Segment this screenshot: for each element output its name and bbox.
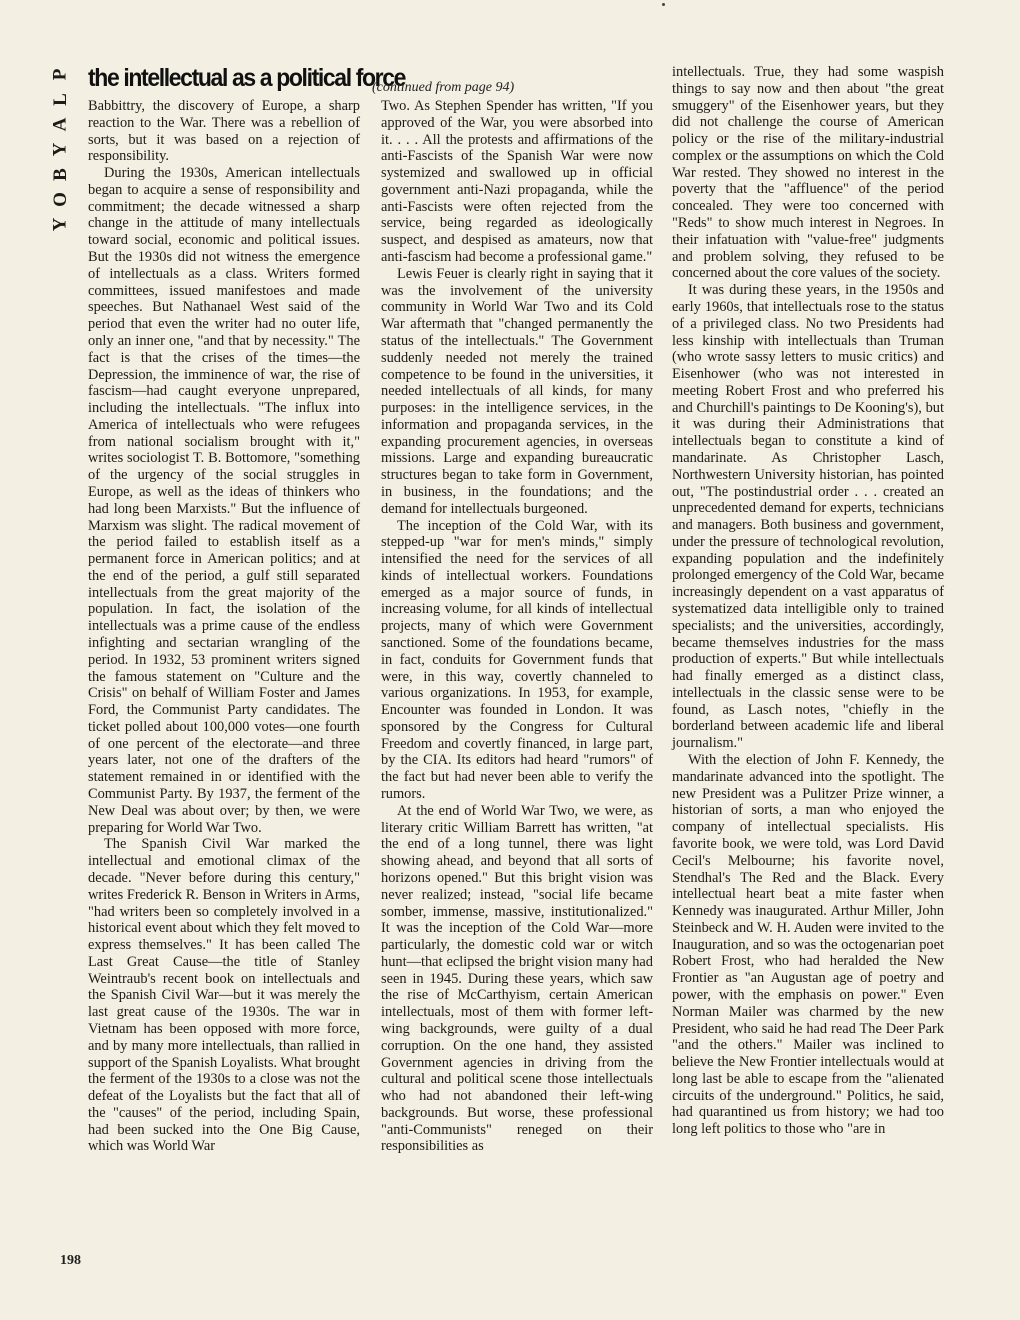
paragraph: Babbittry, the discovery of Europe, a sharp reaction to the War. There was a rebellion of sorts, but it was based on a rejection of responsibility. <box>88 98 360 165</box>
paragraph: During the 1930s, American intellectuals began to acquire a sense of responsibility and commitment; the decade witnessed a sharp change in the attitude of many intellectuals toward social, economic and political issues. But the 1930s did not witness the emergence of intellectuals as a class. Writers formed committees, issued manifestoes and made speeches. But Nathanael West said of the period that even the writer had no outer life, only an inner one, "and that by necessity." The fact is that the crises of the times—the Depression, the imminence of war, the rise of fascism—had caught everyone unprepared, including the intellectuals. "The influx into America of intellectuals who were refugees from national socialism brought with it," writes sociologist T. B. Bottomore, "something of the urgency of the social struggles in Europe, as well as the ideas of thinkers who had long been Marxists." But the influence of Marxism was slight. The radical movement of the period failed to establish itself as a permanent force in American politics; and at the end of the period, a gulf still separated intellectuals from the great majority of the population. In fact, the isolation of the intellectuals was a prime cause of the endless infighting and sectarian wrangling of the period. In 1932, 53 prominent writers signed the famous statement on "Culture and the Crisis" on behalf of William Foster and James Ford, the Communist Party candidates. The ticket polled about 100,000 votes—one fourth of one percent of the electorate—and three years later, not one of the drafters of the statement remained in or identified with the Communist Party. By 1937, the ferment of the New Deal was about over; by then, we were preparing for World War Two. <box>88 165 360 836</box>
print-speck <box>662 3 665 6</box>
paragraph: With the election of John F. Kennedy, the mandarinate advanced into the spotlight. The new President was a Pulitzer Prize winner, a historian of sorts, a man who enjoyed the company of intellectual specialists. His favorite book, we were told, was Lord David Cecil's Melbourne; his favorite novel, Stendhal's The Red and the Black. Every intellectual heart beat a mite faster when Kennedy was inaugurated. Arthur Miller, John Steinbeck and W. H. Auden were invited to the Inauguration, and so was the octogenarian poet Robert Frost, who had heralded the New Frontier as "an Augustan age of poetry and power, with the emphasis on power." Even Norman Mailer was charmed by the new President, who said he had read The Deer Park "and the others." Mailer was inclined to believe the New Frontier intellectuals would at long last be able to escape from the "alienated circuits of the underground." Politics, he said, had quarantined us from history; we had too long left politics to those who "are in <box>672 752 944 1138</box>
text-column-2 <box>381 98 653 1155</box>
magazine-letter: A <box>49 117 71 132</box>
paragraph: Two. As Stephen Spender has written, "If you approved of the War, you were absorbed into it. . . . All the protests and affirmations of the anti-Fascists of the Spanish War were now systemized and swallowed up in official government anti-Nazi propaganda, while the anti-Fascists were often rejected from the service, being regarded as ideologically suspect, and despised as amateurs, now that anti-fascism had become a professional game." <box>381 98 653 266</box>
paragraph: The Spanish Civil War marked the intellectual and emotional climax of the decade. "Never before during this century," writes Frederick R. Benson in Writers in Arms, "had writers been so completely involved in a historical event about which they felt moved to express themselves." It has been called The Last Great Cause—the title of Stanley Weintraub's recent book on intellectuals and the Spanish Civil War—but it was merely the last great cause of the 1930s. The war in Vietnam has been opposed with more force, and by many more intellectuals, than rallied in support of the Spanish Loyalists. What brought the ferment of the 1930s to a close was not the defeat of the Loyalists but the fact that all of the "causes" of the period, including Spain, had been sucked into the One Big Cause, which was World War <box>88 836 360 1155</box>
text-column-3 <box>672 64 944 1138</box>
paragraph: Lewis Feuer is clearly right in saying that it was the involvement of the university community in World War Two and its Cold War aftermath that "changed permanently the status of the intellectuals." The Government suddenly needed not merely the trained competence to be found in the universities, it needed intellectuals of all kinds, for many purposes: in the intelligence services, in the information and propaganda services, in the expanding procurement agencies, in overseas missions. Large and expanding bureaucratic structures began to take form in Government, in business, in the foundations; and the demand for intellectuals burgeoned. <box>381 265 653 517</box>
text-column-1 <box>88 98 360 1155</box>
magazine-letter: B <box>49 168 71 181</box>
magazine-letter: L <box>49 93 71 106</box>
paragraph: At the end of World War Two, we were, as literary critic William Barrett has written, "at the end of a long tunnel, there was light showing ahead, and beyond that all sorts of horizons opened." But this bright vision was never realized; instead, "social life became somber, immense, massive, institutionalized." It was the inception of the Cold War—more particularly, the domestic cold war or witch hunt—that eclipsed the bright vision many had seen in 1945. During these years, which saw the rise of McCarthyism, certain American intellectuals, most of them with former left-wing backgrounds, were guilty of a dual corruption. On the one hand, they assisted Government agencies in driving from the cultural and political scene those intellectuals who had not abandoned their left-wing backgrounds. But worse, these professional "anti-Communists" reneged on their responsibilities as <box>381 802 653 1155</box>
magazine-letter: O <box>49 192 71 207</box>
magazine-letter: Y <box>49 142 71 157</box>
paragraph: The inception of the Cold War, with its stepped-up "war for men's minds," simply intensified the need for the services of all kinds of intellectual workers. Foundations emerged as a major source of funds, in increasing volume, for all kinds of intellectual projects, many of which were Government sanctioned. Some of the foundations became, in fact, conduits for Government funds that were, in this way, covertly channeled to various organizations. In 1953, for example, Encounter was founded in London. It was sponsored by the Congress for Cultural Freedom and covertly financed, in large part, by the CIA. Its editors had heard "rumors" of the fact but had never been able to verify the rumors. <box>381 517 653 803</box>
continued-note: (continued from page 94) <box>372 80 515 95</box>
article-headline: the intellectual as a political force <box>88 64 406 92</box>
magazine-name-vertical <box>50 62 70 237</box>
page-number: 198 <box>60 1253 81 1268</box>
paragraph: intellectuals. True, they had some waspish things to say now and then about "the great smuggery" of the Eisenhower years, but they did not challenge the course of American policy or the rise of the military-industrial complex or the assumptions on which the Cold War rested. They showed no interest in the poverty that the "affluence" of the period concealed. They were too concerned with "Reds" to show much interest in Negroes. In their infatuation with "value-free" judgments and problem solving, they refused to be concerned about the core values of the society. <box>672 64 944 282</box>
magazine-letter: Y <box>49 217 71 232</box>
magazine-letter: P <box>49 68 71 81</box>
paragraph: It was during these years, in the 1950s and early 1960s, that intellectuals rose to the status of a privileged class. No two Presidents had less kinship with intellectuals than Truman (who wrote sassy letters to music critics) and Eisenhower (who was not interested in meeting Robert Frost and who preferred his and Churchill's paintings to De Kooning's), but it was during their Administrations that intellectuals began to constitute a kind of mandarinate. As Christopher Lasch, Northwestern University historian, has pointed out, "The postindustrial order . . . created an unprecedented demand for experts, technicians and managers. Both business and government, under the pressure of technological revolution, expanding population and the indefinitely prolonged emergency of the Cold War, became increasingly dependent on a vast apparatus of systematized data intelligible only to trained specialists; and the universities, accordingly, became themselves industries for the mass production of experts." But while intellectuals had finally emerged as a distinct class, intellectuals in the classic sense were to be found, as Lasch notes, "chiefly in the borderland between academic life and liberal journalism." <box>672 282 944 752</box>
